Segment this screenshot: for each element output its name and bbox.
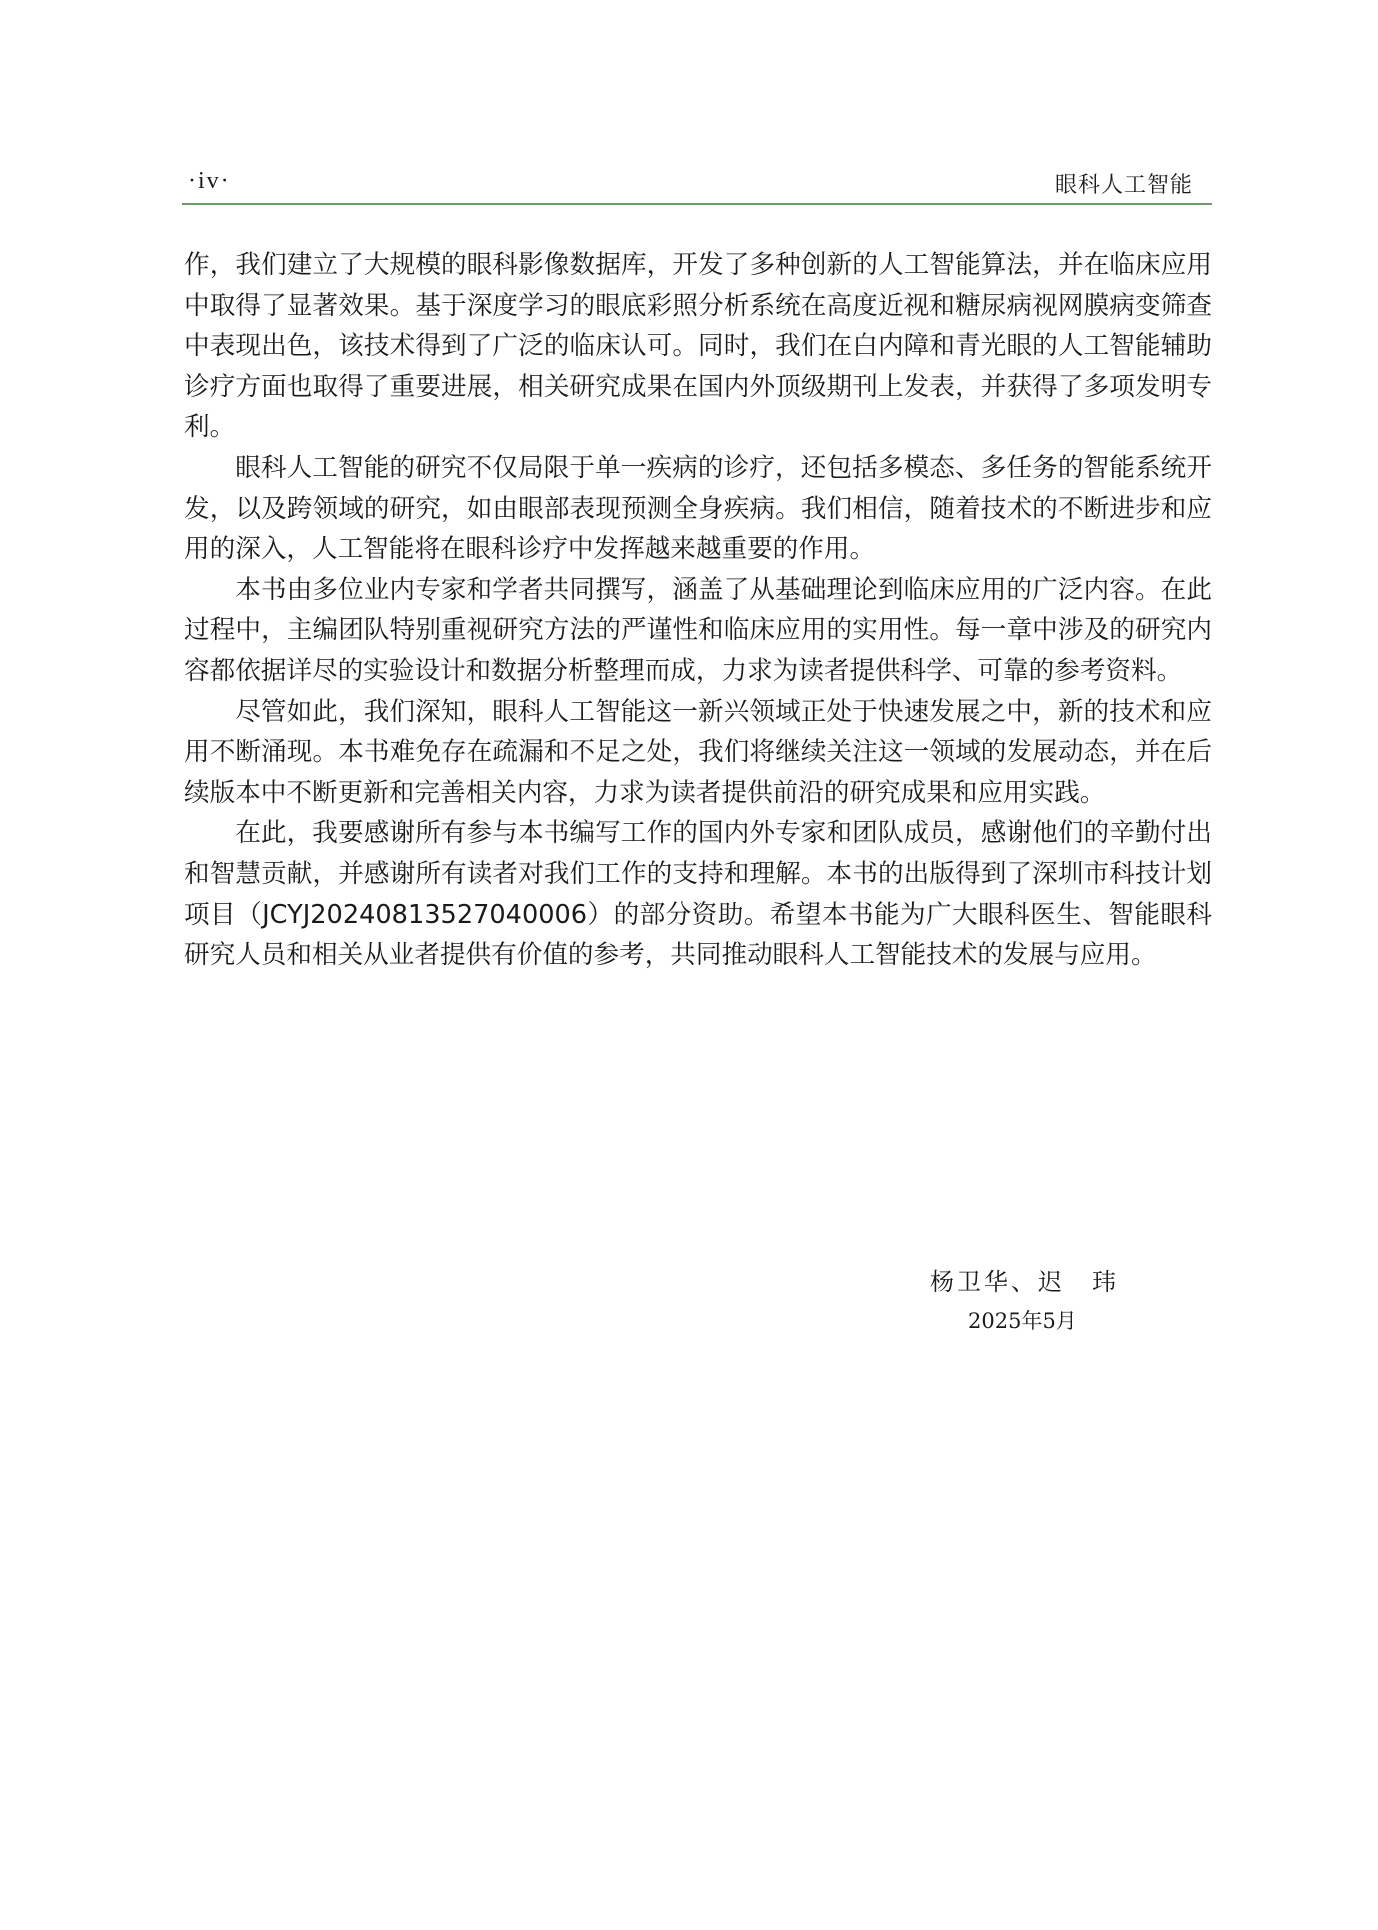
page-number: ·iv· (188, 168, 231, 194)
page-header (182, 168, 1205, 202)
running-title: 眼科人工智能 (1054, 173, 1193, 198)
paragraph: 在此，我要感谢所有参与本书编写工作的国内外专家和团队成员，感谢他们的辛勤付出和智慧贡献，并感谢所有读者对我们工作的支持和理解。本书的出版得到了深圳市科技计划项目（JCYJ20240813527040006）的部分资助。希望本书能为广大眼科医生、智能眼科研究人员和相关从业者提供有价值的参考，共同推动眼科人工智能技术的发展与应用。 (184, 818, 1212, 971)
header-divider (182, 203, 1212, 205)
signature-date: 2025年5月 (968, 1309, 1077, 1333)
paragraph: 眼科人工智能的研究不仅局限于单一疾病的诊疗，还包括多模态、多任务的智能系统开发，以及跨领域的研究，如由眼部表现预测全身疾病。我们相信，随着技术的不断进步和应用的深入，人工智能将在眼科诊疗中发挥越来越重要的作用。 (184, 452, 1212, 565)
signature-authors: 杨卫华、迟 玮 (930, 1268, 1119, 1296)
body-text (184, 245, 1212, 976)
paragraph-continued: 作，我们建立了大规模的眼科影像数据库，开发了多种创新的人工智能算法，并在临床应用中取得了显著效果。基于深度学习的眼底彩照分析系统在高度近视和糖尿病视网膜病变筛查中表现出色，该技术得到了广泛的临床认可。同时，我们在白内障和青光眼的人工智能辅助诊疗方面也取得了重要进展，相关研究成果在国内外顶级期刊上发表，并获得了多项发明专利。 (184, 250, 1212, 443)
paragraph: 尽管如此，我们深知，眼科人工智能这一新兴领域正处于快速发展之中，新的技术和应用不断涌现。本书难免存在疏漏和不足之处，我们将继续关注这一领域的发展动态，并在后续版本中不断更新和完善相关内容，力求为读者提供前沿的研究成果和应用实践。 (184, 696, 1212, 808)
paragraph: 本书由多位业内专家和学者共同撰写，涵盖了从基础理论到临床应用的广泛内容。在此过程中，主编团队特别重视研究方法的严谨性和临床应用的实用性。每一章中涉及的研究内容都依据详尽的实验设计和数据分析整理而成，力求为读者提供科学、可靠的参考资料。 (184, 574, 1212, 686)
